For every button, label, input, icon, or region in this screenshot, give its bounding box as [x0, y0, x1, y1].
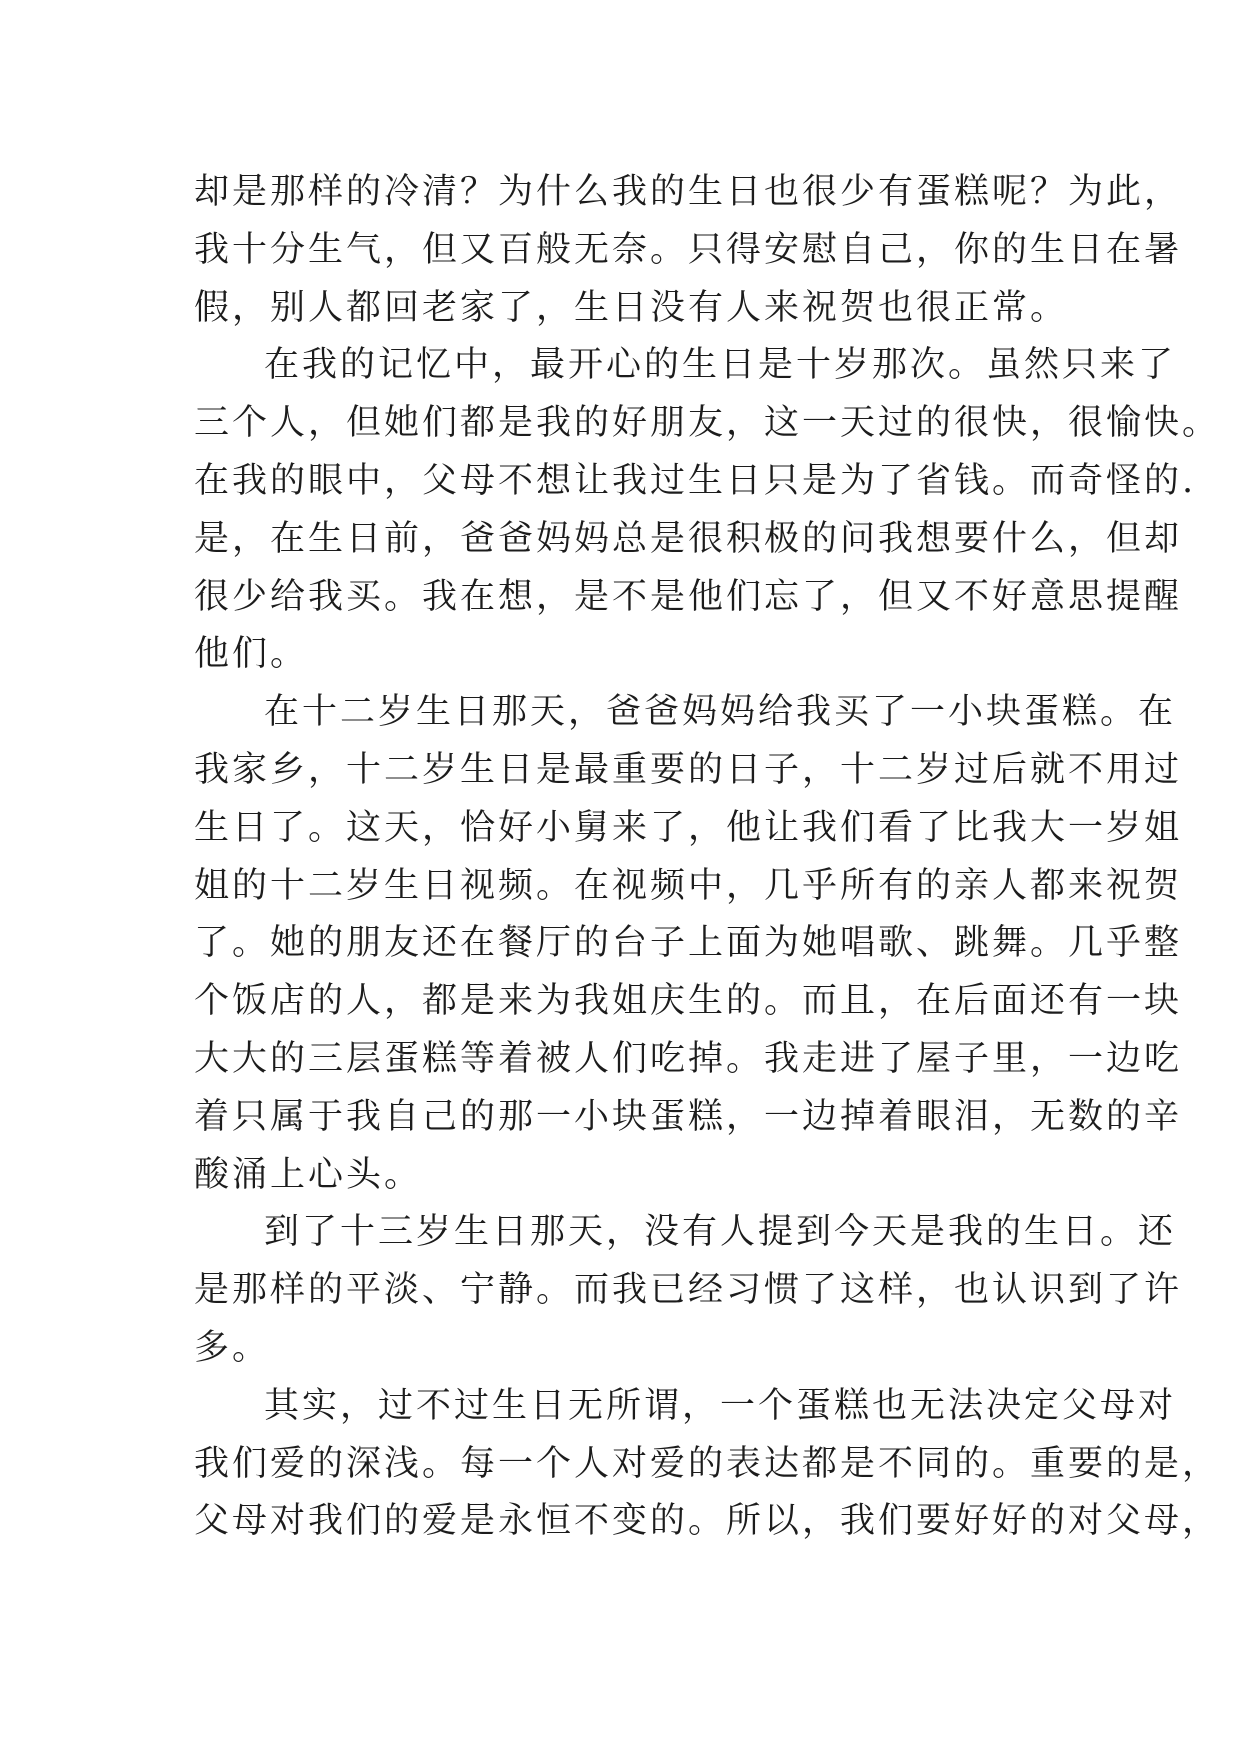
- paragraph: [194, 684, 1183, 1204]
- text-line: 生日了。这天，恰好小舅来了，他让我们看了比我大一岁姐: [194, 807, 1183, 848]
- text-line: 了。她的朋友还在餐厅的台子上面为她唱歌、跳舞。几乎整: [194, 923, 1183, 964]
- text-line: 着只属于我自己的那一小块蛋糕，一边掉着眼泪，无数的辛: [194, 1096, 1183, 1137]
- document-body: [194, 164, 1221, 1551]
- paragraph: [194, 164, 1183, 337]
- paragraph: [194, 1378, 1221, 1551]
- text-line: 父母对我们的爱是永恒不变的。所以，我们要好好的对父母，: [194, 1501, 1221, 1542]
- text-line: 到了十三岁生日那天，没有人提到今天是我的生日。还: [264, 1212, 1177, 1253]
- paragraph: [194, 1204, 1183, 1377]
- text-line: 是那样的平淡、宁静。而我已经习惯了这样，也认识到了许: [194, 1270, 1183, 1311]
- text-line: 大大的三层蛋糕等着被人们吃掉。我走进了屋子里，一边吃: [194, 1038, 1183, 1079]
- text-line: 在我的眼中，父母不想让我过生日只是为了省钱。而奇怪的.: [194, 460, 1197, 501]
- paragraph: [194, 337, 1221, 684]
- text-line: 在十二岁生日那天，爸爸妈妈给我买了一小块蛋糕。在: [264, 692, 1177, 733]
- text-line: 他们。: [194, 634, 309, 675]
- text-line: 我们爱的深浅。每一个人对爱的表达都是不同的。重要的是，: [194, 1443, 1221, 1484]
- text-line: 很少给我买。我在想，是不是他们忘了，但又不好意思提醒: [194, 576, 1183, 617]
- text-line: 三个人，但她们都是我的好朋友，这一天过的很快，很愉快。: [194, 403, 1221, 444]
- text-line: 酸涌上心头。: [194, 1154, 423, 1195]
- text-line: 假，别人都回老家了，生日没有人来祝贺也很正常。: [194, 287, 1069, 328]
- text-line: 个饭店的人，都是来为我姐庆生的。而且，在后面还有一块: [194, 981, 1183, 1022]
- text-line: 我家乡，十二岁生日是最重要的日子，十二岁过后就不用过: [194, 749, 1183, 790]
- text-line: 姐的十二岁生日视频。在视频中，几乎所有的亲人都来祝贺: [194, 865, 1183, 906]
- text-line: 其实，过不过生日无所谓，一个蛋糕也无法决定父母对: [264, 1385, 1177, 1426]
- text-line: 我十分生气，但又百般无奈。只得安慰自己，你的生日在暑: [194, 229, 1183, 270]
- text-line: 在我的记忆中，最开心的生日是十岁那次。虽然只来了: [264, 345, 1177, 386]
- text-line: 却是那样的冷清？为什么我的生日也很少有蛋糕呢？为此，: [194, 172, 1183, 212]
- text-line: 是，在生日前，爸爸妈妈总是很积极的问我想要什么，但却: [194, 518, 1183, 559]
- text-line: 多。: [194, 1327, 271, 1368]
